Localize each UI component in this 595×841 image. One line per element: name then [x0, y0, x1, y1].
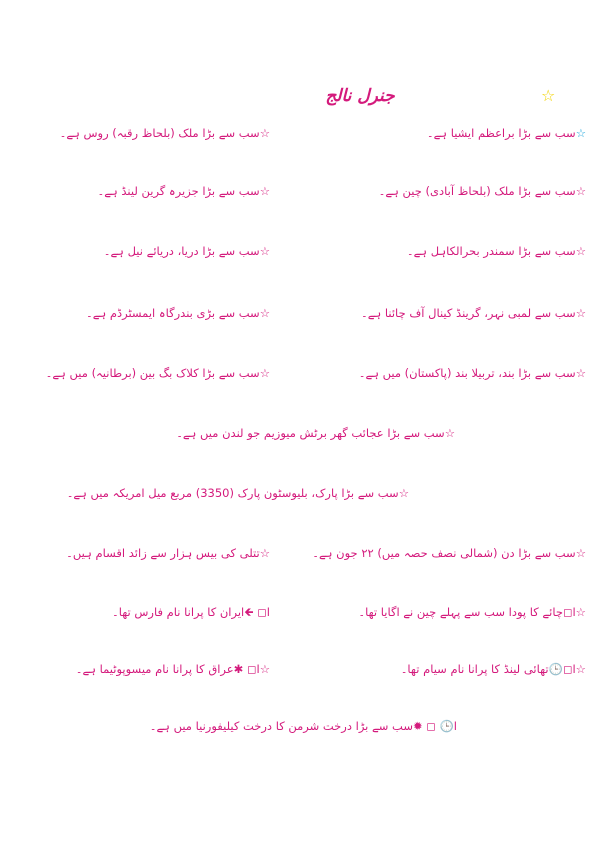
- fact-text: سب سے بڑا براعظم ایشیا ہے۔: [426, 126, 576, 140]
- star-icon: ☆: [575, 546, 586, 560]
- star-icon: ☆: [575, 244, 586, 258]
- fact-text: سب سے بڑا دریا، دریائے نیل ہے۔: [103, 244, 260, 258]
- fact-line: [46, 365, 270, 381]
- fact-text: سب سے بڑی بندرگاہ ایمسٹرڈم ہے۔: [86, 306, 260, 320]
- fact-line: [112, 604, 270, 620]
- fact-line: [104, 243, 270, 259]
- bullet-symbols-icon: ا◻ 🡸: [244, 605, 270, 619]
- fact-line: [98, 183, 271, 199]
- fact-line: [358, 604, 586, 620]
- fact-text: سب سے بڑا ملک (بلحاظ آبادی) چین ہے۔: [378, 184, 576, 198]
- fact-line: [427, 125, 586, 141]
- star-icon: ☆: [259, 366, 270, 380]
- page-title: جنرل نالج: [325, 86, 395, 106]
- corner-star-icon: ☆: [541, 86, 556, 105]
- bullet-symbols-icon: ☆ا◻ ✱: [233, 662, 270, 676]
- fact-text: سب سے بڑا سمندر بحرالکاہل ہے۔: [406, 244, 576, 258]
- fact-text: تتلی کی بیس ہزار سے زائد اقسام ہیں۔: [66, 546, 260, 560]
- fact-line: [86, 305, 270, 321]
- fact-line: [60, 125, 270, 141]
- fact-text: سب سے بڑا دن (شمالی نصف حصہ میں) ۲۲ جون ہے۔: [312, 546, 576, 560]
- fact-line: [312, 545, 586, 561]
- star-icon: ☆: [398, 486, 409, 500]
- star-icon: ☆: [259, 184, 270, 198]
- fact-text: سب سے بڑا بند، تربیلا بند (پاکستان) میں ہے۔: [358, 366, 576, 380]
- bullet-symbols-icon: ☆ا◻: [562, 605, 586, 619]
- fact-line: [407, 243, 586, 259]
- fact-text: سب سے بڑا جزیرہ گرین لینڈ ہے۔: [97, 184, 260, 198]
- fact-line: [361, 305, 586, 321]
- fact-line: [379, 183, 586, 199]
- star-icon: ☆: [444, 426, 455, 440]
- star-icon: ☆: [259, 244, 270, 258]
- fact-text: ایران کا پرانا نام فارس تھا۔: [112, 605, 245, 619]
- fact-line: [66, 545, 270, 561]
- fact-text: سب سے بڑا عجائب گھر برٹش میوزیم جو لندن میں ہے۔: [176, 426, 445, 440]
- star-icon: ☆: [575, 126, 586, 140]
- fact-text: سب سے بڑا درخت شرمن کا درخت کیلیفورنیا میں ہے۔: [149, 719, 413, 733]
- fact-text: عراق کا پرانا نام میسوپوٹیما ہے۔: [75, 662, 234, 676]
- star-icon: ☆: [259, 306, 270, 320]
- star-icon: ☆: [575, 366, 586, 380]
- fact-text: سب سے بڑا کلاک بگ بین (برطانیہ) میں ہے۔: [45, 366, 260, 380]
- fact-text: تھائی لینڈ کا پرانا نام سیام تھا۔: [400, 662, 549, 676]
- fact-line: [401, 661, 586, 677]
- fact-text: سب سے بڑا پارک، بلیوسٹون پارک (3350) مربع میل امریکہ میں ہے۔: [66, 486, 399, 500]
- bullet-symbols-icon: ☆ا◻🕒: [548, 662, 586, 676]
- fact-line: [359, 365, 586, 381]
- fact-text: چائے کا پودا سب سے پہلے چین نے اگایا تھا۔: [358, 605, 563, 619]
- bullet-symbols-icon: ا🕒 ◻ ✹: [412, 719, 457, 733]
- fact-line: [67, 485, 409, 501]
- star-icon: ☆: [259, 126, 270, 140]
- fact-text: سب سے بڑا ملک (بلحاظ رقبہ) روس ہے۔: [59, 126, 260, 140]
- fact-text: سب سے لمبی نہر، گرینڈ کینال آف چائنا ہے۔: [361, 306, 576, 320]
- star-icon: ☆: [575, 184, 586, 198]
- fact-line: [150, 718, 457, 734]
- fact-line: [76, 661, 270, 677]
- fact-line: [176, 425, 455, 441]
- star-icon: ☆: [575, 306, 586, 320]
- star-icon: ☆: [259, 546, 270, 560]
